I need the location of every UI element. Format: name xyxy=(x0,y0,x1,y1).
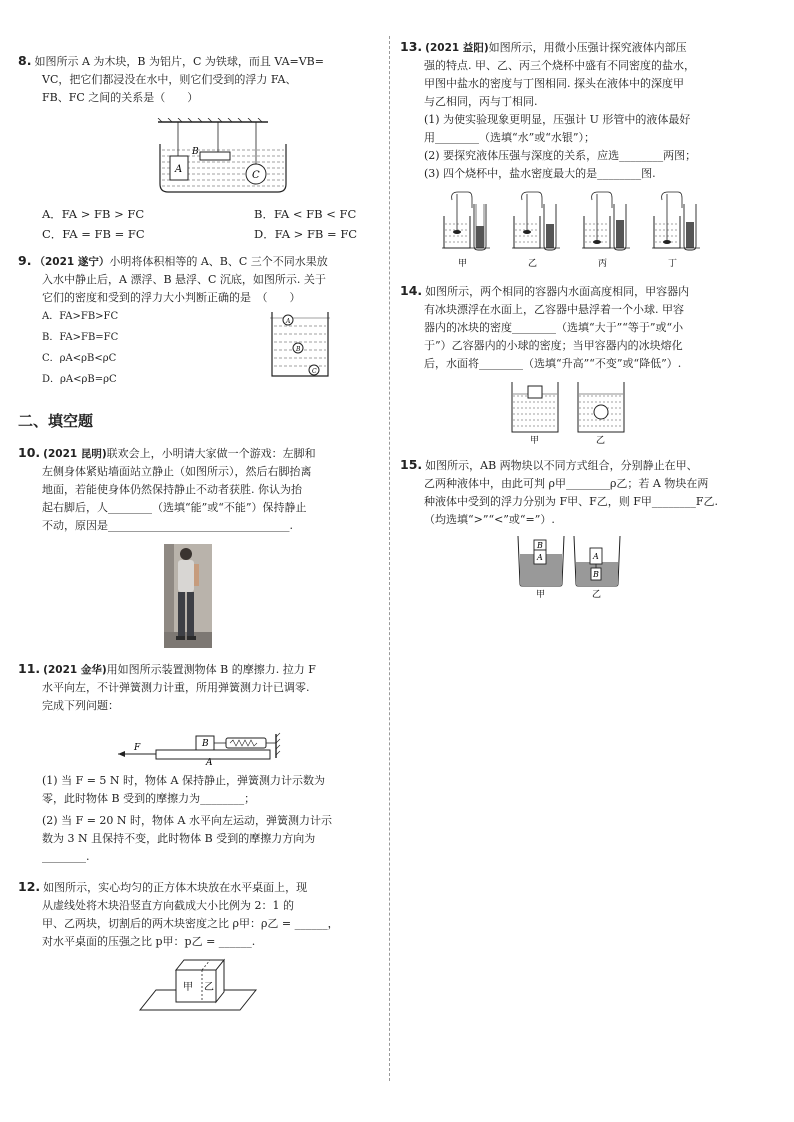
question-text-line: 乙两种液体中，由此可判 ρ甲________ρ乙；若 A 物块在两 xyxy=(424,477,709,490)
q9-figure-beaker xyxy=(268,308,332,380)
fig-label-a: A xyxy=(206,758,213,766)
fig-label-jia: 甲 xyxy=(183,982,193,993)
question-text-line: 入水中静止后，A 漂浮、B 悬浮、C 沉底，如图所示. 关于 xyxy=(42,273,326,286)
q15-figure-beakers xyxy=(516,534,622,600)
fig-label-yi: 乙 xyxy=(204,982,214,993)
question-9 xyxy=(18,252,374,307)
question-text-line: 小明将体积相等的 A、B、C 三个不同水果放 xyxy=(109,255,328,268)
question-12 xyxy=(18,878,374,951)
q11-figure-spring-scale xyxy=(114,732,284,766)
question-text-line: 如图所示，用微小压强计探究液体内部压 xyxy=(488,41,687,54)
option-c: C．ρA<ρB<ρC xyxy=(42,353,117,364)
fig-label-a: A xyxy=(593,552,599,561)
option-b: B．FA < FB < FC xyxy=(254,207,357,221)
question-13 xyxy=(400,38,772,183)
question-number: 14. xyxy=(400,283,423,298)
q8-figure-tank xyxy=(138,118,298,198)
question-text-line: 起右脚后，人________（选填“能”或“不能”）保持静止 xyxy=(42,501,307,514)
fig-label-jia: 甲 xyxy=(530,436,540,446)
fig-label-jia: 甲 xyxy=(536,590,546,600)
question-text-line: 零，此时物体 B 受到的摩擦力为________； xyxy=(42,792,256,805)
q14-figure-containers xyxy=(508,380,648,446)
fig-label-yi: 乙 xyxy=(528,259,538,269)
fig-label-bing: 丙 xyxy=(598,259,608,269)
q10-photo-person-against-wall xyxy=(164,544,212,648)
option-a: A．FA>FB>FC xyxy=(42,311,119,322)
option-b: B．FA>FB=FC xyxy=(42,332,119,343)
question-text-line: 从虚线处将木块沿竖直方向截成大小比例为 2：1 的 xyxy=(42,899,294,912)
question-text-line: 于”）乙容器内的小球的密度；当甲容器内的冰块熔化 xyxy=(424,339,683,352)
fig-label-b: B xyxy=(192,147,199,157)
question-text-line: 甲图中盐水的密度与丁图相同. 探头在液体中的深度甲 xyxy=(424,77,684,90)
question-text-line: 用如图所示装置测物体 B 的摩擦力. 拉力 F xyxy=(106,663,316,676)
option-d: D．ρA<ρB=ρC xyxy=(42,374,117,385)
question-number: 12. xyxy=(18,879,41,894)
fig-label-c: C xyxy=(252,170,260,181)
fig-label-b: B xyxy=(537,541,543,550)
section-title: 二、填空题 xyxy=(18,412,94,430)
option-a: A．FA > FB > FC xyxy=(42,207,145,221)
question-source: (2021 昆明) xyxy=(43,448,107,460)
fig-label-b: B xyxy=(202,739,209,749)
question-text-line: 如图所示 A 为木块，B 为铝片，C 为铁球，而且 VA=VB= xyxy=(34,55,324,68)
question-number: 10. xyxy=(18,445,41,460)
question-text-line: 数为 3 N 且保持不变，此时物体 B 受到的摩擦力方向为 xyxy=(42,832,316,845)
fig-label-b: B xyxy=(593,570,599,579)
fig-label-ding: 丁 xyxy=(668,259,678,269)
fig-label-b: B xyxy=(296,346,301,353)
question-text-line: 水平向左，不计弹簧测力计重，所用弹簧测力计已调零. xyxy=(42,681,310,694)
question-text-line: 如图所示，两个相同的容器内水面高度相同，甲容器内 xyxy=(425,285,690,298)
fig-label-jia: 甲 xyxy=(458,259,468,269)
question-text-line: (3) 四个烧杯中，盐水密度最大的是________图. xyxy=(424,167,656,180)
question-number: 15. xyxy=(400,457,423,472)
question-10 xyxy=(18,444,374,535)
question-text-line: 种液体中受到的浮力分别为 F甲、F乙，则 F甲________F乙. xyxy=(424,495,719,508)
question-text-line: 强的特点. 甲、乙、丙三个烧杯中盛有不同密度的盐水， xyxy=(424,59,695,72)
option-c: C．FA = FB = FC xyxy=(42,227,145,241)
question-text-line: VC，把它们都浸没在水中，则它们受到的浮力 FA、 xyxy=(42,73,297,86)
question-text-line: (2) 要探究液体压强与深度的关系，应选________两图； xyxy=(424,149,697,162)
fig-label-yi: 乙 xyxy=(592,590,602,600)
question-text-line: 地面，若能使身体仍然保持静止不动者获胜. 你认为抬 xyxy=(42,483,302,496)
beaker-ding xyxy=(652,192,700,250)
question-text-line: ________. xyxy=(42,850,90,863)
question-number: 11. xyxy=(18,661,41,676)
fig-label-c: C xyxy=(312,368,317,375)
question-text-line: 联欢会上，小明请大家做一个游戏：左脚和 xyxy=(106,447,316,460)
question-11-sub xyxy=(42,772,374,866)
question-source: (2021 金华) xyxy=(43,664,107,676)
beaker-yi xyxy=(512,192,560,250)
question-text-line: （均选填“>”“<”或“=”）. xyxy=(424,513,555,526)
question-text-line: 后，水面将________（选填“升高”“不变”或“降低”）. xyxy=(424,357,682,370)
question-text-line: 左侧身体紧贴墙面站立静止（如图所示），然后右脚抬离 xyxy=(42,465,312,478)
question-text-line: FB、FC 之间的关系是（ ） xyxy=(42,91,199,104)
question-text-line: (2) 当 F = 20 N 时，物体 A 水平向左运动，弹簧测力计示 xyxy=(42,814,332,827)
question-14 xyxy=(400,282,772,373)
column-divider xyxy=(389,36,390,1081)
question-number: 13. xyxy=(400,39,423,54)
fig-label-f: F xyxy=(134,743,141,753)
question-text-line: 甲、乙两块，切割后的两木块密度之比 ρ甲：ρ乙 = ______， xyxy=(42,917,339,930)
fig-label-a: A xyxy=(286,318,291,325)
question-text-line: 它们的密度和受到的浮力大小判断正确的是 （ ） xyxy=(42,291,301,304)
question-source: (2021 益阳) xyxy=(425,42,489,54)
question-15 xyxy=(400,456,772,529)
question-text-line: (1) 当 F = 5 N 时，物体 A 保持静止，弹簧测力计示数为 xyxy=(42,774,325,787)
question-text-line: 对水平桌面的压强之比 p甲：p乙 = ______. xyxy=(42,935,256,948)
fig-label-a: A xyxy=(175,164,183,175)
question-text-line: 如图所示，实心均匀的正方体木块放在水平桌面上，现 xyxy=(43,881,308,894)
question-text-line: 用________（选填“水”或“水银”）； xyxy=(424,131,595,144)
question-source: （2021 遂宁） xyxy=(34,256,110,268)
fig-label-a: A xyxy=(537,553,543,562)
option-d: D．FA > FB = FC xyxy=(254,227,358,241)
question-text-line: 如图所示，AB 两物块以不同方式组合，分别静止在甲、 xyxy=(425,459,698,472)
beaker-jia xyxy=(442,192,490,250)
question-text-line: 器内的冰块的密度________（选填“大于”“等于”或“小 xyxy=(424,321,684,334)
question-number: 9. xyxy=(18,253,32,268)
question-8 xyxy=(18,52,374,107)
beaker-bing xyxy=(582,192,630,250)
fig-label-yi: 乙 xyxy=(596,436,606,446)
question-text-line: 与乙相同，丙与丁相同. xyxy=(424,95,538,108)
question-text-line: (1) 为使实验现象更明显，压强计 U 形管中的液体最好 xyxy=(424,113,691,126)
q13-figure-pressure-gauges xyxy=(440,190,740,272)
q12-figure-wood-block xyxy=(136,954,260,1014)
question-number: 8. xyxy=(18,53,32,68)
question-text-line: 不动，原因是_________________________________. xyxy=(42,519,293,532)
question-text-line: 有冰块漂浮在水面上，乙容器中悬浮着一个小球. 甲容 xyxy=(424,303,684,316)
question-11 xyxy=(18,660,374,715)
question-text-line: 完成下列问题： xyxy=(42,699,119,712)
